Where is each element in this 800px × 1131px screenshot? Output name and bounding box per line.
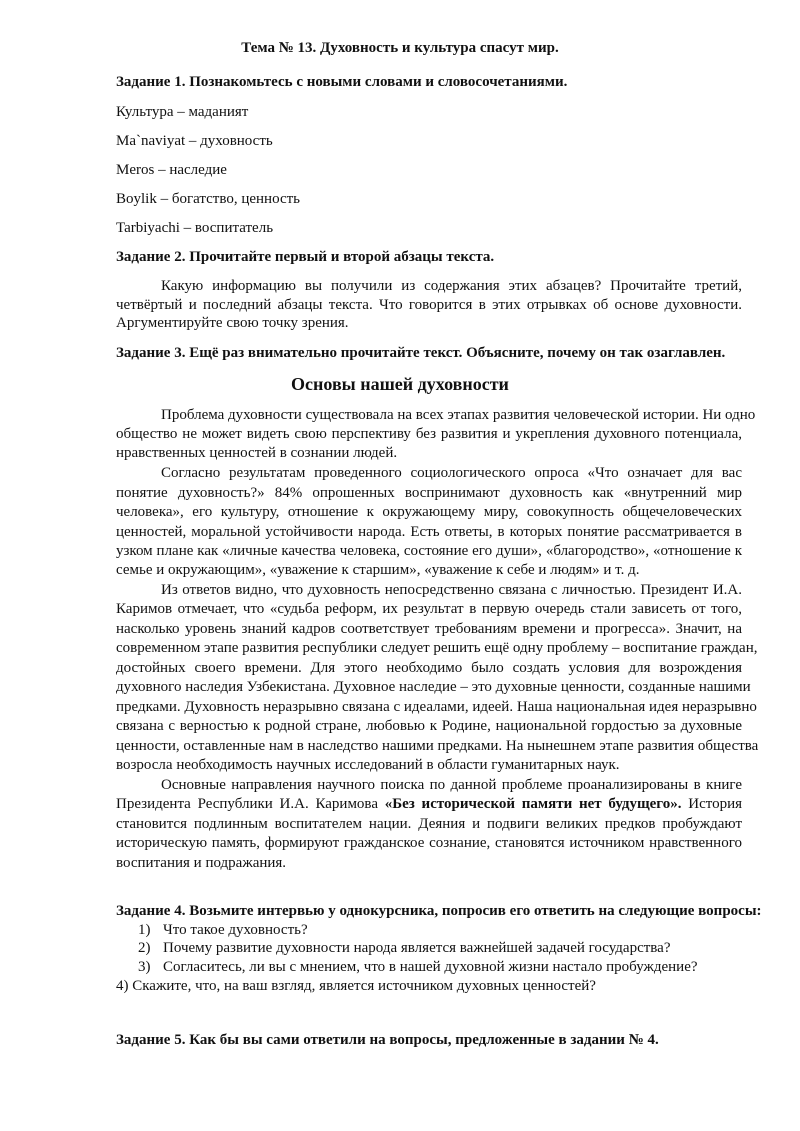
paragraph-line: ценности, оставленные нам в наследство нашими предками. На нынешнем этапе развития общества: [116, 738, 759, 754]
list-item: 4) Скажите, что, на ваш взгляд, является источником духовных ценностей?: [116, 978, 596, 994]
page-title: Тема № 13. Духовность и культура спасут мир.: [241, 40, 559, 56]
paragraph-line: связана с верностью к родной стране, любовью к Родине, национальной гордостью за духовные: [116, 718, 742, 734]
task3-heading: Задание 3. Ещё раз внимательно прочитайте текст. Объясните, почему он так озаглавлен.: [116, 345, 726, 361]
question-text: Согласитесь, ли вы с мнением, что в нашей духовной жизни настало пробуждение?: [163, 959, 698, 975]
task5-heading: Задание 5. Как бы вы сами ответили на вопросы, предложенные в задании № 4.: [116, 1032, 659, 1048]
question-text: Почему развитие духовности народа является важнейшей задачей государства?: [163, 940, 671, 956]
paragraph-line: духовного наследия Узбекистана. Духовное наследие – это духовные ценности, созданные нашими: [116, 679, 751, 695]
paragraph-line: предками. Духовность неразрывно связана с идеалами, идеей. Наша национальная идея неразрывно: [116, 699, 757, 715]
list-item: [0, 957, 800, 977]
task4-heading: Задание 4. Возьмите интервью у однокурсника, попросив его ответить на следующие вопросы:: [116, 903, 762, 919]
paragraph-line: узком плане как «личные качества человека, состояние его души», «благородство», «отношение к: [116, 543, 742, 559]
task2-line: Аргументируйте свою точку зрения.: [116, 315, 349, 331]
paragraph-line: историческую память, формируют гражданское сознание, становятся источником нравственного: [116, 835, 742, 851]
paragraph-line: семье и окружающим», «уважение к старшим», «уважение к себе и людям» и т. д.: [116, 562, 640, 578]
paragraph-line: Каримов отмечает, что «судьба реформ, их результат в первую очередь стали зависеть от того,: [116, 601, 742, 617]
paragraph-line: Согласно результатам проведенного социологического опроса «Что означает для вас: [161, 465, 742, 481]
vocab-item: Культура – маданият: [116, 104, 249, 120]
task2-line: Какую информацию вы получили из содержания этих абзацев? Прочитайте третий,: [161, 278, 742, 294]
task2-heading: Задание 2. Прочитайте первый и второй абзацы текста.: [116, 249, 495, 265]
paragraph-line: насколько уровень знаний кадров соответствует требованиям времени и прогресса». Значит, на: [116, 621, 742, 637]
task1-heading: Задание 1. Познакомьтесь с новыми словами и словосочетаниями.: [116, 74, 568, 90]
paragraph-line: общество не может видеть свою перспективу без развития и укрепления духовного потенциала,: [116, 426, 742, 442]
list-item: [0, 938, 800, 958]
list-number: 2): [138, 940, 151, 956]
paragraph-line: [116, 794, 742, 814]
paragraph-line: достойных своего времени. Для этого необходимо было создать условия для возрождения: [116, 660, 742, 676]
vocab-item: Meros – наследие: [116, 162, 227, 178]
list-number: 1): [138, 922, 151, 938]
paragraph-line: воспитания и подражания.: [116, 855, 287, 871]
paragraph-line: понятие духовность?» 84% опрошенных воспринимают духовность как «внутренний мир: [116, 485, 742, 501]
paragraph-line: Проблема духовности существовала на всех этапах развития человеческой истории. Ни одно: [161, 407, 756, 423]
list-item: [0, 920, 800, 940]
vocab-item: Tarbiyachi – воспитатель: [116, 220, 274, 236]
paragraph-line: нравственных ценностей в сознании людей.: [116, 445, 398, 461]
paragraph-line: возросла необходимость научных исследований в области гуманитарных наук.: [116, 757, 620, 773]
task2-line: четвёртый и последний абзацы текста. Что говорится в этих отрывках об основе духовности.: [116, 297, 742, 313]
vocab-item: Boylik – богатство, ценность: [116, 191, 300, 207]
paragraph-line: современном этапе развития республики следует решить ещё одну проблему – воспитание граждан,: [116, 640, 758, 656]
paragraph-line: Основные направления научного поиска по данной проблеме проанализированы в книге: [161, 777, 742, 793]
vocab-item: Ma`naviyat – духовность: [116, 133, 273, 149]
paragraph-line: ценностей, моральной устойчивости народа. Есть ответы, в которых понятие рассматривается в: [116, 524, 742, 540]
book-intro-text: Президента Республики И.А. Каримова: [116, 796, 385, 812]
paragraph-line: человека», его культуру, отношение к окружающему миру, совокупность общечеловеческих: [116, 504, 742, 520]
question-text: Что такое духовность?: [163, 922, 308, 938]
text-heading: Основы нашей духовности: [291, 374, 509, 394]
list-number: 3): [138, 959, 151, 975]
book-title: «Без исторической памяти нет будущего».: [384, 796, 682, 812]
paragraph-text: История: [681, 796, 743, 812]
paragraph-line: Из ответов видно, что духовность непосредственно связана с личностью. Президент И.А.: [161, 582, 742, 598]
paragraph-line: становится подлинным воспитателем нации. Деяния и подвиги великих предков пробуждают: [116, 816, 742, 832]
